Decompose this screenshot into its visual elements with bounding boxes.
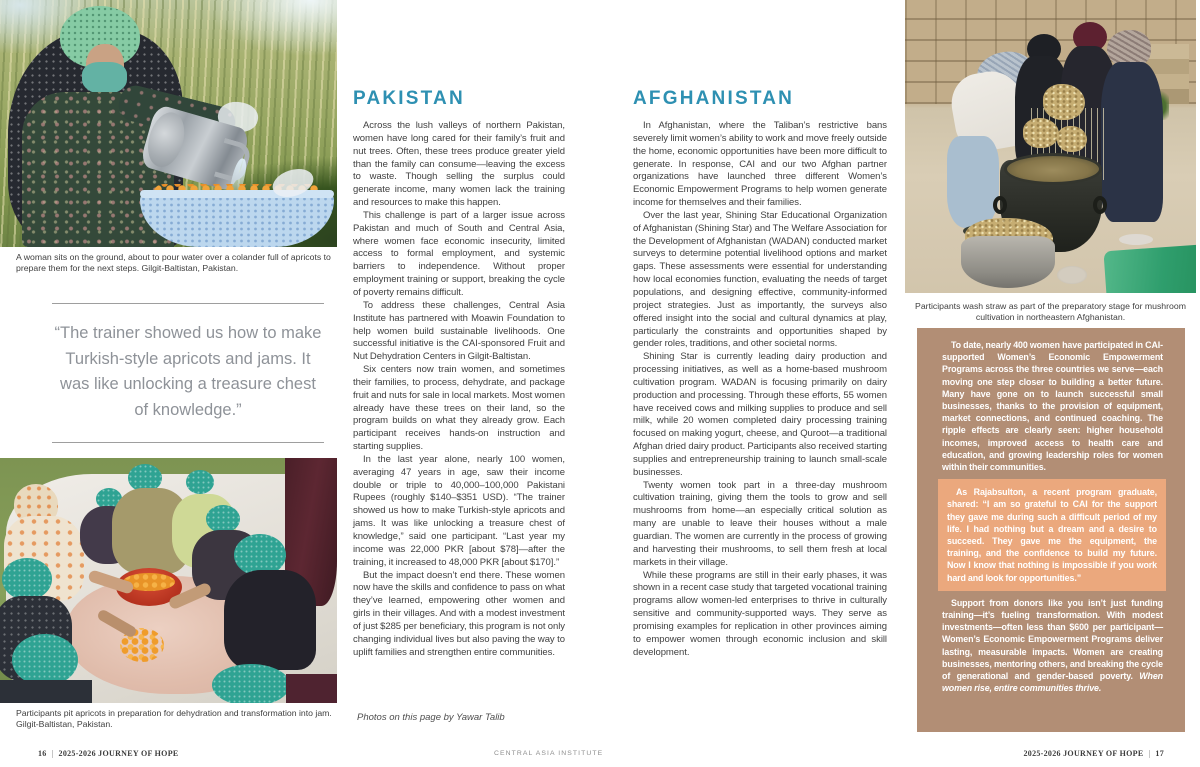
- photo-caption-top-left: A woman sits on the ground, about to pour water over a colander full of apricots to prepare them for the next steps. Gilgit-Baltistan, Pakistan.: [16, 252, 331, 274]
- article-paragraph: Shining Star is currently leading dairy production and processing initiatives, as well as a home-based mushroom cultivation program. WADAN is focusing primarily on dairy production and processing. Through these efforts, 55 women have received cows and milking supplies to produce and sell milk, while 20 women completed dairy processing training focused on making yogurt, cheese, and Quroot—a traditional Afghan dried dairy product. Participants also received starting supplies and entrepreneurship training to launch small-scale businesses.: [633, 351, 887, 478]
- woman-figure: [286, 674, 337, 703]
- woman-figure: [0, 680, 92, 703]
- woman-figure: [224, 570, 316, 670]
- metal-bowl: [961, 236, 1055, 288]
- impact-box: [917, 328, 1185, 732]
- article-paragraph: In Afghanistan, where the Taliban’s restrictive bans severely limit women’s ability to work and move freely outside the home, economic opportunities have been more difficult to generate. In response, CAI and our two Afghan partner organizations have launched three different Women’s Economic Empowerment Programs to help women generate income for themselves and their families.: [633, 120, 887, 209]
- photo-caption-right: Participants wash straw as part of the preparatory stage for mushroom cultivation in northeastern Afghanistan.: [915, 301, 1186, 323]
- article-paragraph: To address these challenges, Central Asia Institute has partnered with Moawin Foundation to help women build sustainable livelihoods. One successful initiative is the CAI-sponsored Fruit and Nut Dehydration Centers in Gilgit-Baltistan.: [353, 299, 565, 363]
- pot-handle: [993, 196, 1007, 214]
- pot-handle: [1093, 196, 1107, 214]
- donor-support-paragraph: [942, 597, 1163, 695]
- page-number-right: 17: [1155, 749, 1164, 758]
- footer-right-page: [1023, 749, 1164, 758]
- article-paragraph: In the last year alone, nearly 100 women, averaging 47 years in age, saw their income double or triple to 40,000–100,000 Pakistani Rupees (roughly $140–$351 USD). “The trainer showed us how to make Turkish-style apricots and jams. It was like unlocking a treasure chest of knowledge,” said one participant. “Last year my income was 22,000 PKR [about $78]—after the training, it increased to 48,000 PKR [about $170].”: [353, 453, 565, 568]
- face-mask: [82, 62, 127, 94]
- pakistan-heading: PAKISTAN: [353, 88, 465, 109]
- article-paragraph: Twenty women took part in a three-day mushroom cultivation training, giving them the tools to grow and sell mushrooms from home—an especially critical solution as many are unable to leave their houses without a male guardian. The women are currently in the process of growing and harvesting their mushrooms, to sell them fresh at local markets in their village.: [633, 479, 887, 568]
- teal-hairnet: [212, 664, 290, 703]
- article-paragraph: While these programs are still in their early phases, it was shown in a recent case study that targeted vocational training programs allow women-led enterprises to thrive in culturally sensitive and community-supported ways. They serve as promising examples for replication in other provinces aiming to empower women through economic inclusion and skill development.: [633, 569, 887, 658]
- woman-blue-skirt: [947, 136, 999, 228]
- straw-bundle: [1023, 118, 1059, 148]
- blue-colander: [140, 190, 334, 247]
- woman-navy-dress: [1101, 62, 1163, 222]
- photo-caption-bottom-left: Participants pit apricots in preparation for dehydration and transformation into jam. Gilgit-Baltistan, Pakistan.: [16, 708, 332, 730]
- footer-left-page: [38, 749, 179, 758]
- article-paragraph: This challenge is part of a larger issue across Pakistan and much of South and Central Asia, where women face economic insecurity, limited access to formal employment, and systemic barriers to independence. Without proper employment training or support, breaking the cycle of poverty remains difficult.: [353, 209, 565, 298]
- photo-straw-washing: [905, 0, 1196, 293]
- page-number-left: 16: [38, 749, 47, 758]
- journal-title: 2025-2026 JOURNEY OF HOPE: [58, 749, 179, 758]
- journal-title: 2025-2026 JOURNEY OF HOPE: [1023, 749, 1144, 758]
- teal-hairnet: [206, 505, 240, 533]
- photo-apricot-pitting: [0, 458, 337, 703]
- teal-hairnet: [2, 558, 52, 600]
- footer-publisher: CENTRAL ASIA INSTITUTE: [494, 750, 604, 757]
- photo-credit: Photos on this page by Yawar Talib: [357, 712, 505, 723]
- teal-hairnet: [186, 470, 214, 494]
- straw-bundle: [1043, 84, 1085, 120]
- pull-quote-text: “The trainer showed us how to make Turkish-style apricots and jams. It was like unlocking a treasure chest of knowledge.”: [54, 324, 322, 419]
- closing-emphasis-text: When women rise, entire communities thrive.: [942, 671, 1163, 694]
- teal-hairnet: [12, 634, 78, 686]
- impact-intro-paragraph: To date, nearly 400 women have participated in CAI-supported Women’s Economic Empowerment Programs across the three countries we serve—each moving one step closer to building a better future. Many have gone on to launch successful small businesses, thanks to the provision of equipment, market connections, and continued coaching. The ripple effects are clearly seen: higher household incomes, improved access to health care and education, and growing leadership roles for women within their communities.: [942, 340, 1163, 473]
- graduate-quote-text: As Rajabsulton, a recent program graduate, shared: “I am so grateful to CAI for the support they gave me during such a difficult period of my life. I had nothing but a dream and a desire to succeed. They gave me the equipment, the training, and the confidence to build my future. Now I know that nothing is impossible if you work hard and look for opportunities.”: [947, 487, 1157, 583]
- woman-shoes: [1119, 234, 1153, 245]
- footer-separator: |: [51, 749, 54, 758]
- article-afghanistan: [633, 88, 887, 659]
- straw-bundle: [1057, 126, 1087, 152]
- stone: [1057, 266, 1087, 284]
- article-paragraph: Six centers now train women, and sometimes their families, to process, dehydrate, and package fruit and nuts for sale in local markets. Most women already have these trees on their land, so the program builds on what they already grow. Each participant receives hands-on instruction and starting supplies.: [353, 364, 565, 453]
- article-paragraph: Over the last year, Shining Star Educational Organization of Afghanistan (Shining Star) and The Welfare Association for the Development of Afghanistan (WADAN) conducted market surveys to determine potential livelihood options and market gaps. These assessments were essential for understanding how local economies function, evaluating the needs of target populations, and designing effective, community-informed project strategies. Just as importantly, the surveys also offered insight into the social and cultural dynamics at play, particularly the constraints and opportunities shaped by gender roles, traditions, and other societal norms.: [633, 209, 887, 350]
- pull-quote: [52, 303, 324, 443]
- afghanistan-heading: AFGHANISTAN: [633, 88, 795, 109]
- article-pakistan: [353, 88, 565, 659]
- graduate-quote-box: [938, 479, 1166, 591]
- article-paragraph: But the impact doesn’t end there. These women now have the skills and confidence to pass on what they’ve learned, empowering other women and girls in their villages. And with a modest investment of just $285 per beneficiary, this program is not only changing individual lives but also paving the way to uplift families and strengthen entire communities.: [353, 569, 565, 658]
- donor-support-text: Support from donors like you isn’t just funding training—it’s fueling transformation. With modest investments—often less than $600 per participant—Women’s Economic Empowerment Programs deliver lasting, measurable impacts. Women are creating businesses, mentoring others, and breaking the cycle of generational and gender-based poverty.: [942, 597, 1163, 682]
- article-paragraph: Across the lush valleys of northern Pakistan, women have long cared for their family’s fruit and nut trees. Often, these trees produce greater yield than the family can consume—leaving the excess to waste. Though selling the surplus could generate income, many women lack the training and resources to make this happen.: [353, 120, 565, 209]
- photo-apricot-washing: [0, 0, 337, 247]
- footer-separator: |: [1148, 749, 1151, 758]
- green-tarp: [1103, 245, 1196, 293]
